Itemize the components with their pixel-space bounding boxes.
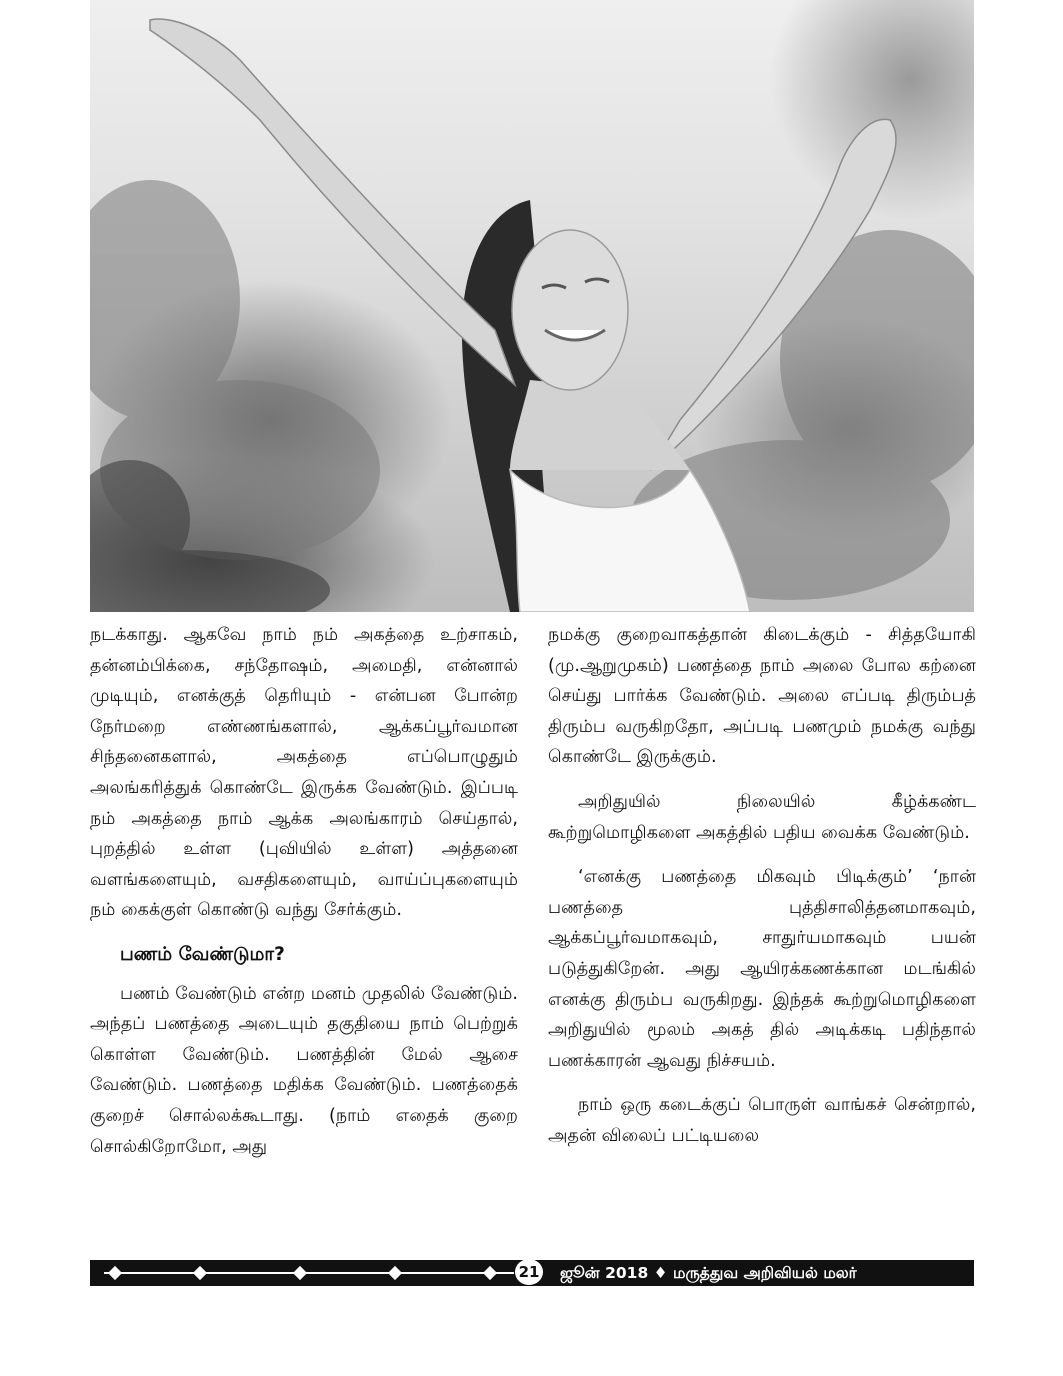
page-footer	[90, 1260, 974, 1286]
footer-diamond-icon	[483, 1266, 497, 1280]
right-paragraph-2: அறிதுயில் நிலையில் கீழ்க்கண்ட கூற்றுமொழிகளை அகத்தில் பதிய வைக்க வேண்டும்.	[548, 791, 976, 843]
right-paragraph-1: நமக்கு குறைவாகத்தான் கிடைக்கும் - சித்தயோகி (மு.ஆறுமுகம்) பணத்தை நாம் அலை போல கற்னை செய்து பார்க்க வேண்டும். அலை எப்படி திரும்பத் திரும்ப வருகிறதோ, அப்படி பணமும் நமக்கு வந்து கொண்டே இருக்கும்.	[548, 625, 976, 768]
right-paragraph-4: நாம் ஒரு கடைக்குப் பொருள் வாங்கச் சென்றால், அதன் விலைப் பட்டியலை	[548, 1095, 976, 1146]
left-paragraph-1: நடக்காது. ஆகவே நாம் நம் அகத்தை உற்சாகம், தன்னம்பிக்கை, சந்தோஷம், அமைதி, என்னால் முடியும், எனக்குத் தெரியும் - என்பன போன்ற நேர்மறை எண்ணங்களால், ஆக்கப்பூர்வமான சிந்தனைகளால், அகத்தை எப்பொழுதும் அலங்கரித்துக் கொண்டே இருக்க வேண்டும். இப்படி நம் அகத்தை நாம் ஆக்க அலங்காரம் செய்தால், புறத்தில் உள்ள (புவியில் உள்ள) அத்தனை வளங்களையும், வசதிகளையும், வாய்ப்புகளையும் நம் கைக்குள் கொண்டு வந்து சேர்க்கும்.	[90, 625, 518, 921]
right-column	[548, 620, 976, 1166]
left-column	[90, 620, 518, 1176]
footer-diamond-icon	[193, 1266, 207, 1280]
woman-arms-raised-icon	[90, 0, 974, 612]
article-photo	[90, 0, 974, 612]
footer-diamond-icon	[108, 1266, 122, 1280]
right-paragraph-3: ‘எனக்கு பணத்தை மிகவும் பிடிக்கும்’ ‘நான் பணத்தை புத்திசாலித்தனமாகவும், ஆக்கப்பூர்வமாகவும், சாதுர்யமாகவும் பயன் படுத்துகிறேன். அது ஆயிரக்கணக்கான மடங்கில் எனக்கு திரும்ப வருகிறது. இந்தக் கூற்றுமொழிகளை அறிதுயில் மூலம் அகத் தில் அடிக்கடி பதிந்தால் பணக்காரன் ஆவது நிச்சயம்.	[548, 867, 976, 1071]
footer-ornament-rule	[104, 1272, 514, 1274]
magazine-name: மருத்துவ அறிவியல் மலர்	[672, 1264, 857, 1282]
footer-separator: ♦	[653, 1264, 668, 1282]
section-heading: பணம் வேண்டுமா?	[120, 943, 285, 965]
footer-diamond-icon	[388, 1266, 402, 1280]
page-number: 21	[515, 1259, 543, 1285]
issue-date: ஜூன் 2018	[560, 1264, 649, 1282]
left-paragraph-2: பணம் வேண்டும் என்ற மனம் முதலில் வேண்டும். அந்தப் பணத்தை அடையும் தகுதியை நாம் பெற்றுக் கொள்ள வேண்டும். பணத்தின் மேல் ஆசை வேண்டும். பணத்தை மதிக்க வேண்டும். பணத்தைக் குறைச் சொல்லக்கூடாது. (நாம் எதைக் குறை சொல்கிறோமோ, அது	[90, 983, 519, 1157]
footer-diamond-icon	[293, 1266, 307, 1280]
footer-info	[560, 1260, 857, 1286]
